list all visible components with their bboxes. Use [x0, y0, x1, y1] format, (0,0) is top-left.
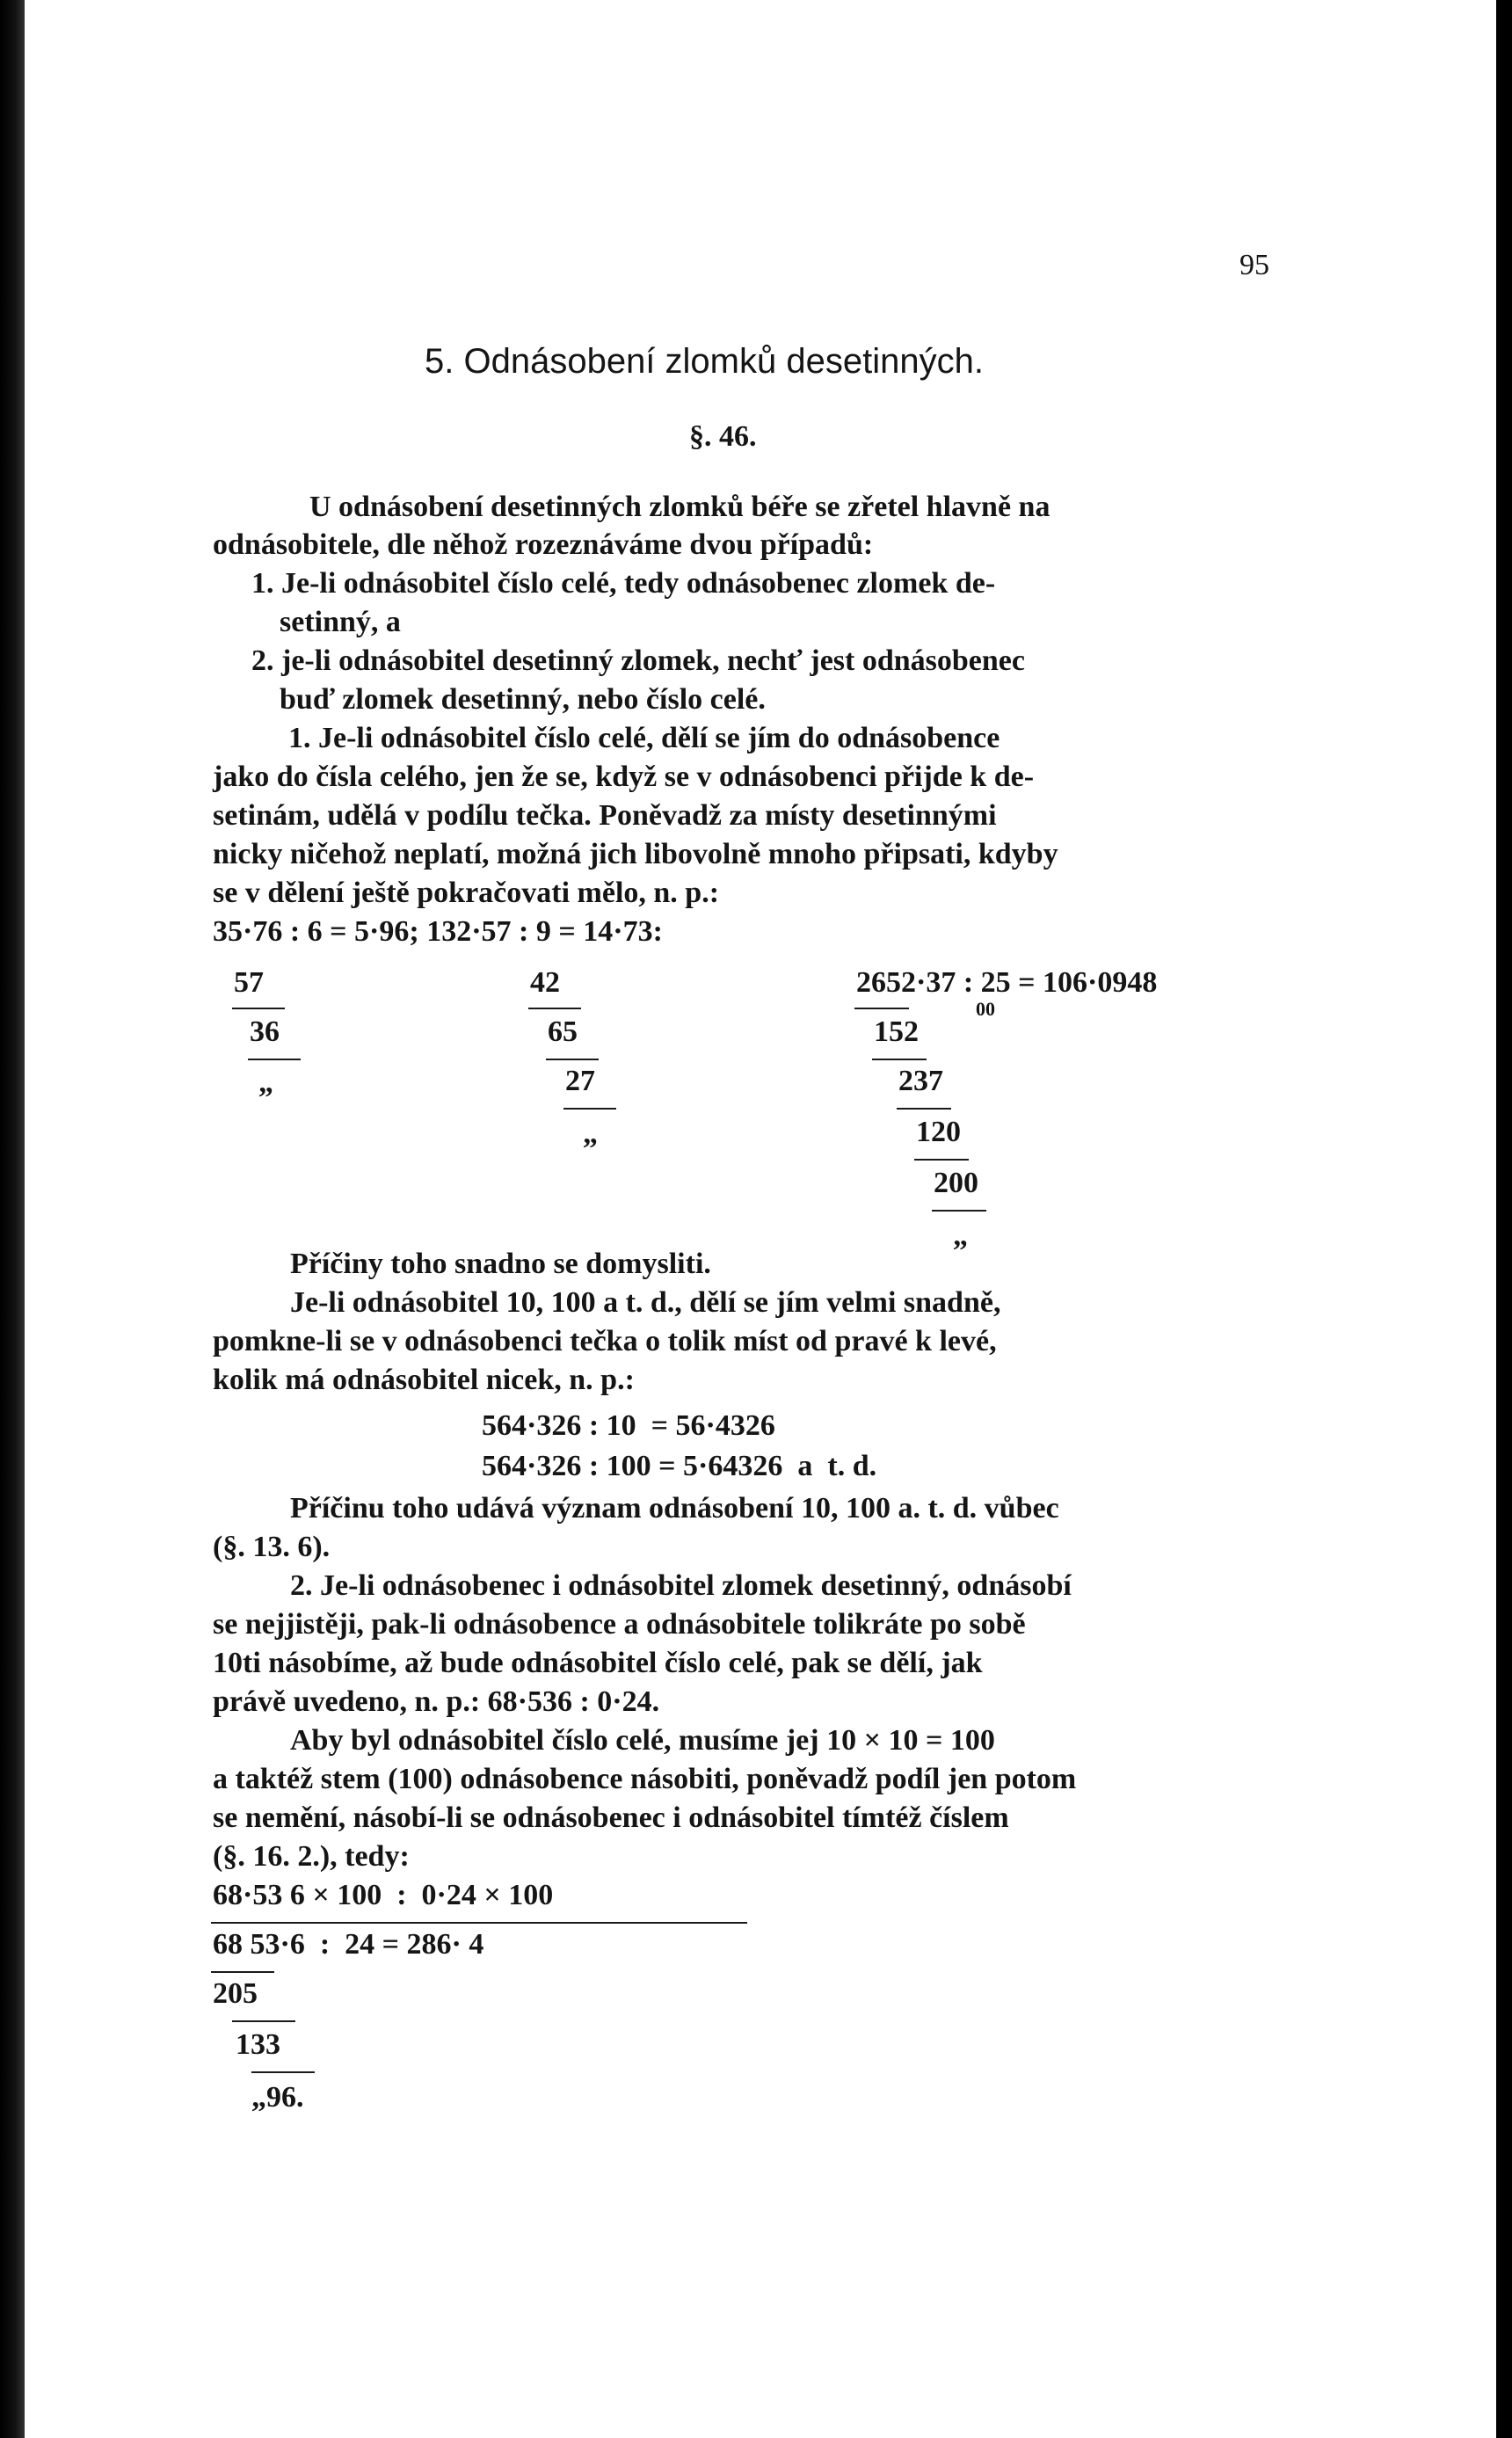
final-division-step: „96.	[251, 2081, 304, 2114]
division-rule	[232, 2020, 295, 2022]
paragraph-sign: §. 46.	[689, 420, 757, 453]
text-line: a taktéž stem (100) odnásobence násobiti, poněvadž podíl jen potom	[213, 1763, 1077, 1795]
text-line: Aby byl odnásobitel číslo celé, musíme jej 10 × 10 = 100	[290, 1724, 995, 1757]
book-page	[25, 0, 1496, 2438]
division-c-header: 2652·37 : 25 = 106·0948	[856, 966, 1158, 999]
text-line: kolik má odnásobitel nicek, n. p.:	[213, 1364, 635, 1396]
text-line: 2. Je-li odnásobenec i odnásobitel zlomek desetinný, odnásobí	[290, 1569, 1072, 1602]
division-c-step: 152	[874, 1015, 919, 1048]
page-number: 95	[1239, 249, 1269, 281]
text-line: nicky ničehož neplatí, možná jich libovolně mnoho připsati, kdyby	[213, 838, 1058, 870]
division-rule	[563, 1108, 616, 1110]
division-rule	[232, 1008, 285, 1009]
division-b-step: „	[583, 1117, 598, 1150]
division-a-step: 57	[234, 966, 264, 999]
division-b-step: 65	[548, 1015, 578, 1048]
final-division-step: 205	[213, 1977, 258, 2010]
division-rule	[528, 1008, 581, 1009]
scan-right-edge	[1496, 0, 1512, 2438]
text-line: setinám, udělá v podílu tečka. Poněvadž za místy desetinnými	[213, 799, 997, 832]
text-line: pomkne-li se v odnásobenci tečka o tolik míst od pravé k levé,	[213, 1325, 997, 1357]
scan-left-edge	[0, 0, 25, 2438]
division-rule	[248, 1059, 301, 1060]
division-rule	[872, 1059, 927, 1060]
division-c-step: 120	[916, 1116, 961, 1148]
text-line: (§. 13. 6).	[213, 1531, 331, 1563]
text-line: se nemění, násobí-li se odnásobenec i odnásobitel tímtéž číslem	[213, 1801, 1009, 1834]
division-rule	[211, 1971, 274, 1973]
text-line: 1. Je-li odnásobitel číslo celé, dělí se jím do odnásobence	[288, 722, 1000, 754]
text-line: Je-li odnásobitel 10, 100 a t. d., dělí se jím velmi snadně,	[290, 1286, 1001, 1319]
text-line: jako do čísla celého, jen že se, když se v odnásobenci přijde k de-	[213, 761, 1035, 793]
division-rule	[932, 1210, 986, 1212]
division-rule	[251, 2071, 315, 2073]
division-c-appended-zeros: 00	[976, 998, 995, 1020]
division-c-step: „	[953, 1219, 968, 1252]
formula-line: 564·326 : 10 = 56·4326	[482, 1409, 775, 1442]
final-division-step: 133	[236, 2028, 280, 2061]
division-rule	[854, 1008, 909, 1009]
division-b-step: 42	[530, 966, 560, 999]
division-rule	[914, 1159, 969, 1161]
division-c-step: 237	[898, 1065, 943, 1097]
division-rule	[546, 1059, 599, 1060]
text-line: Příčinu toho udává význam odnásobení 10, 100 a. t. d. vůbec	[290, 1492, 1059, 1525]
text-line: 10ti násobíme, až bude odnásobitel číslo celé, pak se dělí, jak	[213, 1647, 983, 1679]
formula-line: 564·326 : 100 = 5·64326 a t. d.	[482, 1450, 877, 1482]
division-c-step: 200	[934, 1167, 978, 1199]
division-rule	[897, 1108, 951, 1110]
text-line: U odnásobení desetinných zlomků béře se zřetel hlavně na	[309, 491, 1050, 523]
text-line: setinný, a	[280, 606, 401, 638]
text-line: (§. 16. 2.), tedy:	[213, 1840, 410, 1873]
division-a-step: 36	[250, 1015, 280, 1048]
text-line: 2. je-li odnásobitel desetinný zlomek, nechť jest odnásobenec	[251, 644, 1025, 677]
text-line: Příčiny toho snadno se domysliti.	[290, 1248, 711, 1280]
text-line: buď zlomek desetinný, nebo číslo celé.	[280, 683, 766, 716]
text-line: 1. Je-li odnásobitel číslo celé, tedy odnásobenec zlomek de-	[251, 567, 996, 600]
text-line: se v dělení ještě pokračovati mělo, n. p.:	[213, 877, 720, 909]
division-b-step: 27	[565, 1065, 595, 1097]
text-line: právě uvedeno, n. p.: 68·536 : 0·24.	[213, 1685, 660, 1718]
text-line: se nejjistěji, pak-li odnásobence a odnásobitele tolikráte po sobě	[213, 1608, 1026, 1641]
final-division: 68 53·6 : 24 = 286· 4	[213, 1928, 484, 1961]
division-rule	[211, 1922, 747, 1924]
section-heading: 5. Odnásobení zlomků desetinných.	[425, 342, 984, 381]
final-setup: 68·53 6 × 100 : 0·24 × 100	[213, 1879, 554, 1911]
text-line: odnásobitele, dle něhož rozeznáváme dvou případů:	[213, 528, 874, 561]
example-line: 35·76 : 6 = 5·96; 132·57 : 9 = 14·73:	[213, 915, 663, 948]
division-a-step: „	[258, 1066, 273, 1099]
